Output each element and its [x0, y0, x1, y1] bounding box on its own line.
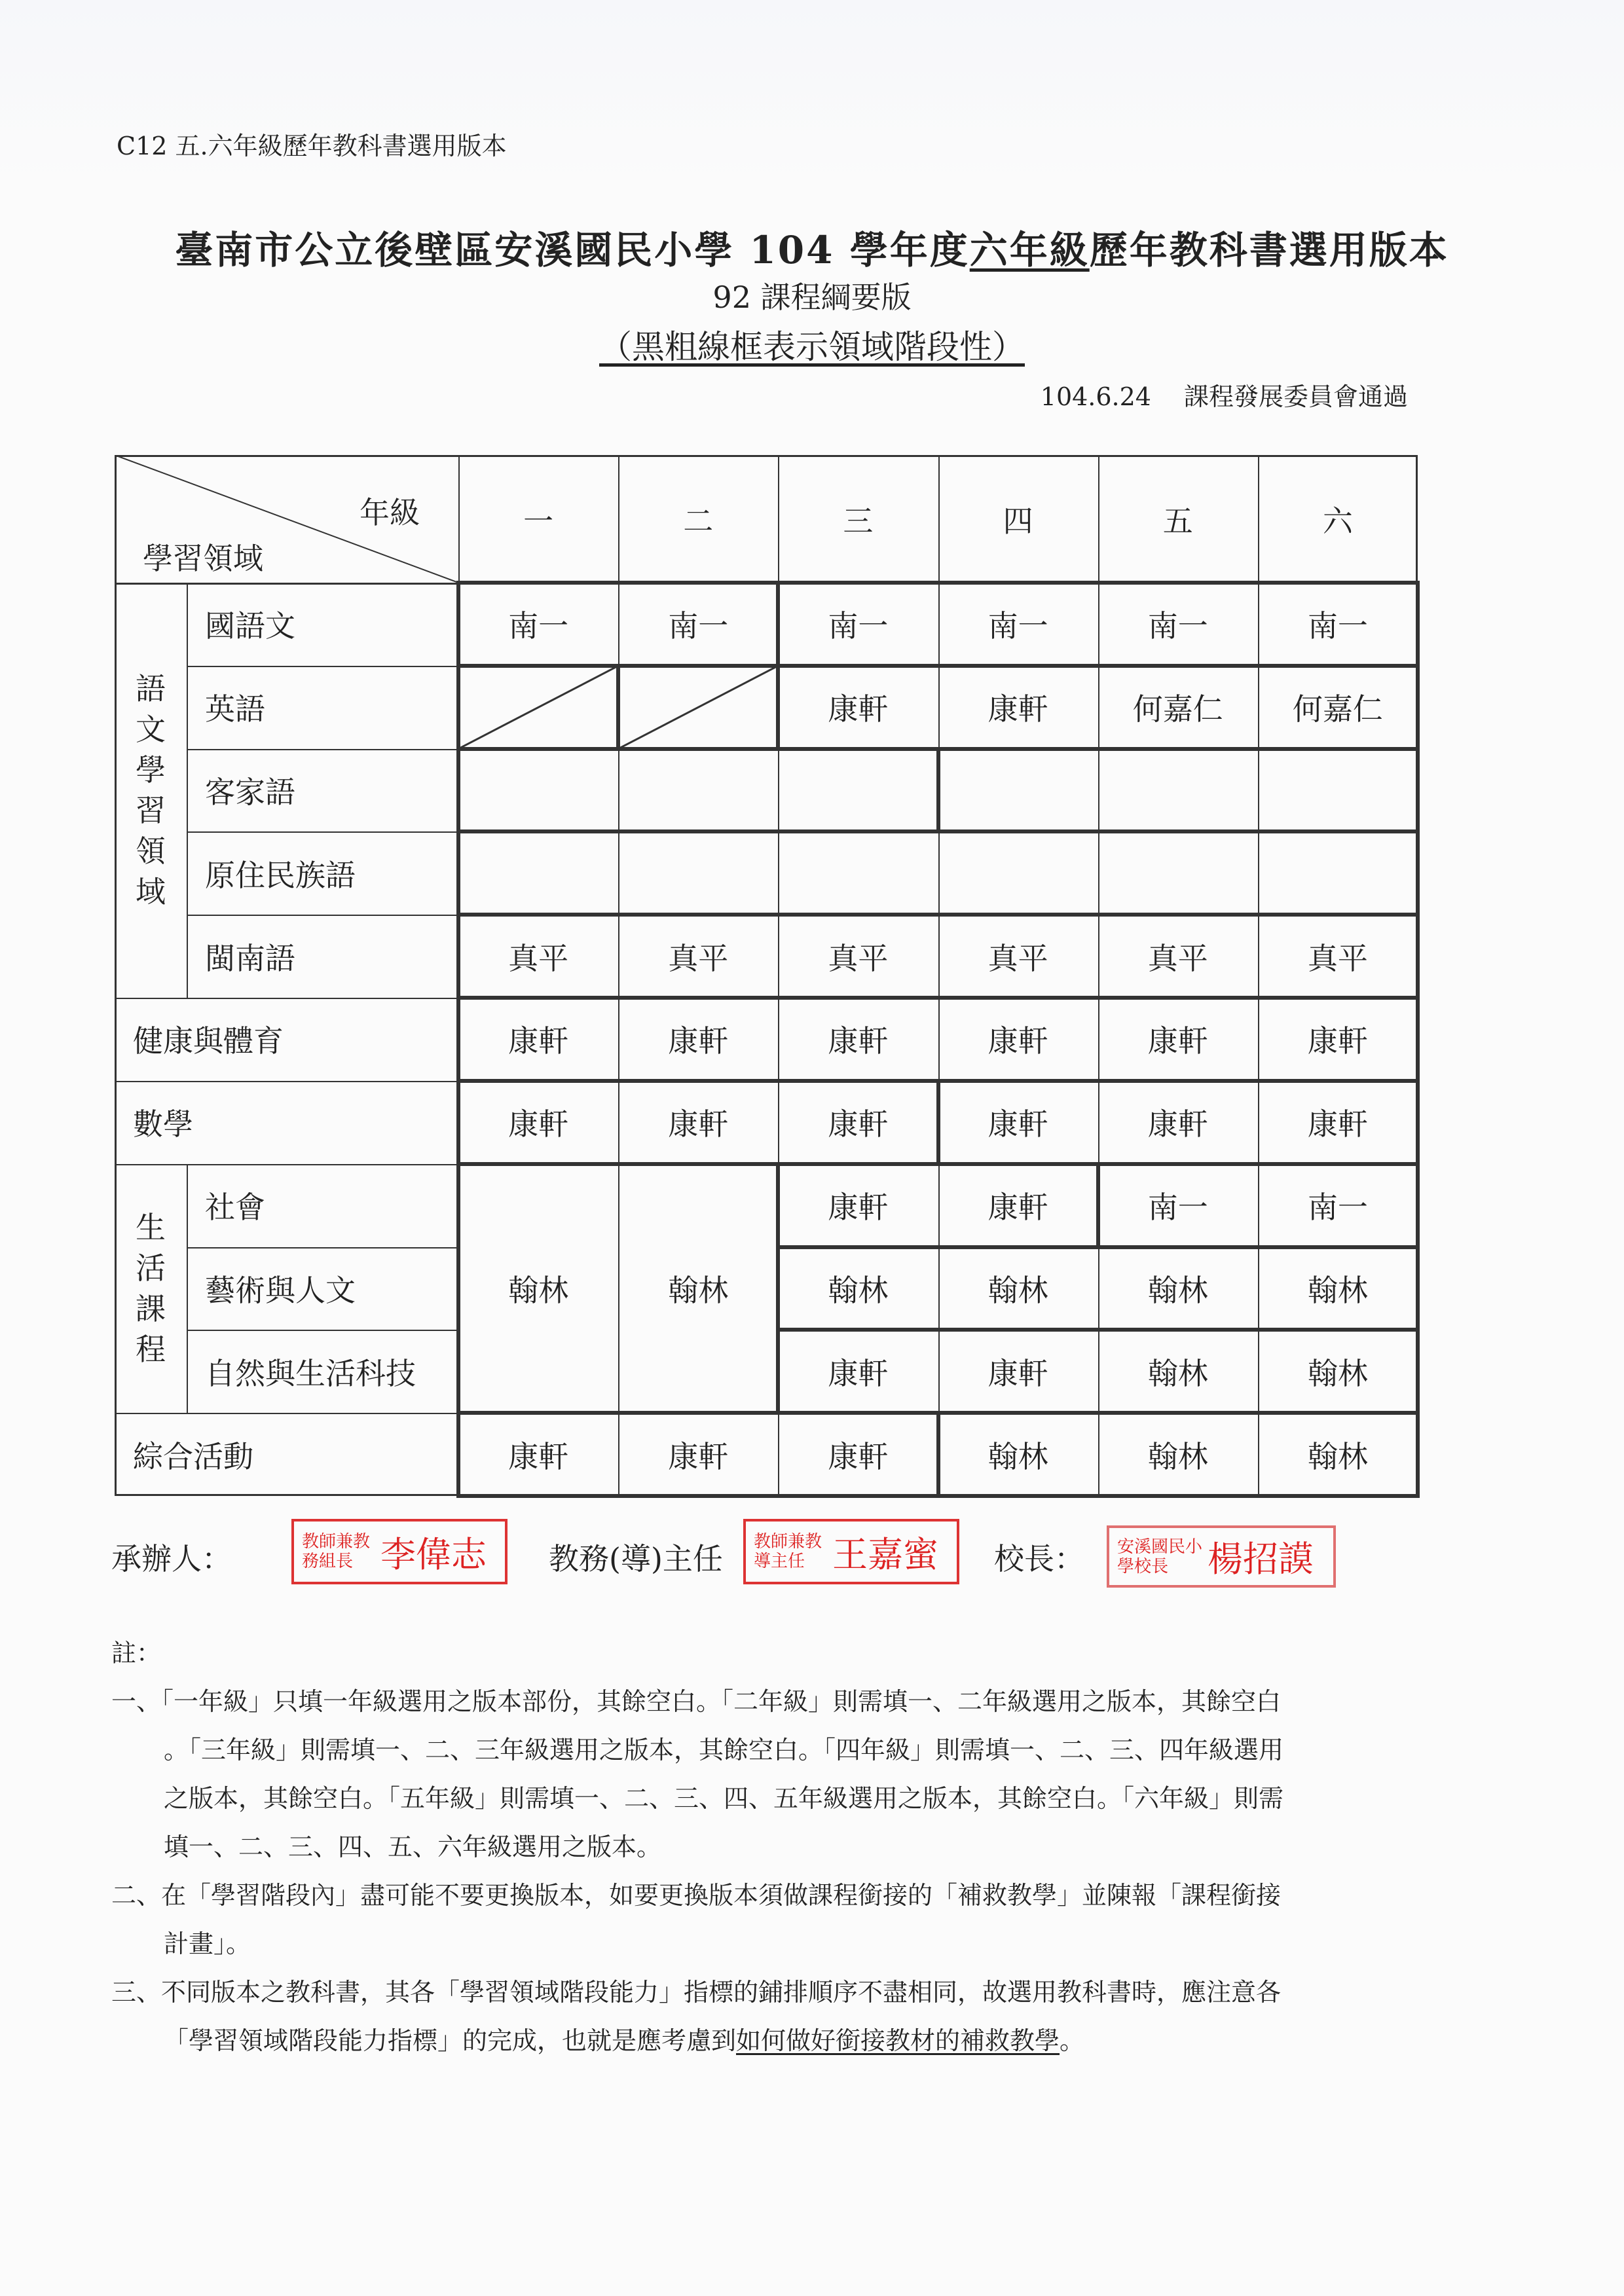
- group-char: 學: [136, 752, 166, 788]
- note-3-underlined: 如何做好銜接教材的補救教學: [736, 2026, 1060, 2055]
- header-grade-label: 年級: [360, 495, 420, 530]
- grade-header: 五: [1162, 503, 1193, 539]
- row-label: 健康與體育: [133, 1023, 284, 1059]
- textbook-cell: 康軒: [668, 1023, 729, 1059]
- grade-header: 六: [1322, 503, 1353, 539]
- textbook-cell: 康軒: [508, 1023, 569, 1059]
- textbook-cell: 真平: [508, 940, 569, 976]
- group-char: 課: [136, 1290, 166, 1326]
- textbook-cell: 真平: [1307, 940, 1368, 976]
- textbook-cell: 康軒: [508, 1438, 569, 1474]
- approval-date: 104.6.24: [1040, 382, 1151, 411]
- note-2-cont: 計畫」。: [164, 1929, 251, 1958]
- textbook-cell: 康軒: [987, 1023, 1048, 1059]
- textbook-cell: 康軒: [508, 1106, 569, 1142]
- textbook-cell: 真平: [1147, 940, 1208, 976]
- stage-frame: [776, 1245, 1420, 1332]
- handler-label: 承辦人：: [111, 1541, 232, 1576]
- row-label: 數學: [133, 1106, 193, 1142]
- stage-frame: [456, 1079, 940, 1166]
- title-prefix: 臺南市公立後壁區安溪國民小學 104 學年度: [175, 228, 970, 272]
- handler-stamp-title: 教師兼教務組長: [302, 1532, 371, 1571]
- row-label: 英語: [205, 691, 265, 727]
- textbook-cell: 南一: [1307, 1190, 1368, 1226]
- textbook-cell: 翰林: [1147, 1272, 1208, 1308]
- textbook-cell: 南一: [987, 608, 1048, 644]
- group-char: 習: [136, 793, 166, 829]
- note-3-end: 。: [1060, 2026, 1085, 2055]
- textbook-cell: 康軒: [828, 1438, 889, 1474]
- group-life-label: [115, 1164, 187, 1413]
- textbook-cell: 翰林: [987, 1438, 1048, 1474]
- notes-heading: 註：: [111, 1639, 162, 1667]
- textbook-cell: 真平: [828, 940, 889, 976]
- row-label: 原住民族語: [205, 857, 356, 893]
- stage-frame: [936, 1411, 1420, 1498]
- textbook-cell: 康軒: [828, 691, 889, 727]
- principal-label: 校長：: [994, 1541, 1084, 1576]
- textbook-cell: 南一: [1147, 608, 1208, 644]
- grade-header: 一: [523, 503, 554, 539]
- textbook-cell: 康軒: [987, 1190, 1048, 1226]
- bold-frame-note-text: （黑粗線框表示領域階段性）: [599, 328, 1025, 366]
- row-label: 閩南語: [205, 940, 295, 976]
- textbook-cell: 康軒: [668, 1106, 729, 1142]
- textbook-cell: 翰林: [1307, 1355, 1368, 1391]
- textbook-cell: 翰林: [1307, 1438, 1368, 1474]
- group-char: 文: [136, 712, 166, 748]
- stage-frame: [776, 581, 1420, 668]
- textbook-cell: 何嘉仁: [1132, 691, 1223, 727]
- textbook-cell: 康軒: [828, 1190, 889, 1226]
- notes-section: [111, 1629, 1526, 2065]
- group-language-label: [115, 583, 187, 998]
- stage-frame: [776, 1328, 1420, 1415]
- textbook-cell: 翰林: [1307, 1272, 1368, 1308]
- stage-frame: [456, 581, 780, 668]
- textbook-cell: 康軒: [1147, 1106, 1208, 1142]
- director-stamp-title: 教師兼教導主任: [754, 1532, 822, 1571]
- grade-header: 三: [843, 503, 874, 539]
- handler-stamp: [291, 1519, 507, 1584]
- document-id: C12 五.六年級歷年教科書選用版本: [117, 132, 507, 160]
- stage-frame: [456, 747, 940, 834]
- textbook-cell: 康軒: [828, 1023, 889, 1059]
- stage-frame: [456, 829, 1420, 917]
- note-1-cont-a: 。「三年級」則需填一、二、三年級選用之版本，其餘空白。「四年級」則需填一、二、三、四年級選用: [164, 1736, 1284, 1764]
- principal-stamp-title: 安溪國民小學校長: [1117, 1537, 1203, 1576]
- row-label: 客家語: [205, 774, 295, 811]
- stage-frame: [456, 1411, 940, 1498]
- stage-frame: [936, 1079, 1420, 1166]
- group-char: 活: [136, 1250, 166, 1286]
- director-label: 教務(導)主任: [549, 1541, 723, 1576]
- note-1: 一、「一年級」只填一年級選用之版本部份，其餘空白。「二年級」則需填一、二年級選用之版本，其餘空白: [111, 1687, 1282, 1716]
- textbook-cell: 南一: [508, 608, 569, 644]
- textbook-cell: 康軒: [828, 1355, 889, 1391]
- row-label: 藝術與人文: [205, 1272, 356, 1308]
- header-domain-label: 學習領域: [143, 541, 263, 576]
- group-char: 域: [136, 874, 166, 910]
- note-1-cont-b: 之版本，其餘空白。「五年級」則需填一、二、三、四、五年級選用之版本，其餘空白。「六年級」則需: [164, 1784, 1284, 1813]
- group-char: 領: [136, 833, 166, 869]
- curriculum-version: 92 課程綱要版: [712, 280, 912, 315]
- note-2: 二、在「學習階段內」盡可能不要更換版本，如要更換版本須做課程銜接的「補救教學」並陳報「課程銜接: [111, 1881, 1282, 1910]
- stage-frame: [456, 664, 620, 751]
- principal-stamp: [1107, 1525, 1336, 1588]
- approval-line: [1041, 376, 1408, 412]
- stage-frame: [456, 1162, 780, 1415]
- textbook-cell: 何嘉仁: [1292, 691, 1383, 727]
- textbook-cell: 康軒: [987, 691, 1048, 727]
- title-suffix: 歷年教科書選用版本: [1089, 228, 1449, 272]
- textbook-cell: 翰林: [1147, 1438, 1208, 1474]
- stage-frame: [776, 664, 1420, 751]
- textbook-table: [115, 455, 1418, 1496]
- note-1-cont-c: 填一、二、三、四、五、六年級選用之版本。: [164, 1832, 662, 1861]
- textbook-cell: 翰林: [987, 1272, 1048, 1308]
- textbook-cell: 翰林: [1147, 1355, 1208, 1391]
- textbook-cell: 康軒: [828, 1106, 889, 1142]
- bold-frame-note: [0, 321, 1624, 368]
- textbook-cell: 康軒: [987, 1355, 1048, 1391]
- stage-frame: [456, 996, 1420, 1083]
- textbook-cell: 真平: [987, 940, 1048, 976]
- note-3: 三、不同版本之教科書，其各「學習領域階段能力」指標的鋪排順序不盡相同，故選用教科書時，應注意各: [111, 1978, 1282, 2007]
- grade-header: 四: [1003, 503, 1033, 539]
- stage-frame: [456, 913, 1420, 1000]
- group-char: 語: [136, 671, 166, 707]
- document-title: [0, 219, 1624, 274]
- director-name: 王嘉蜜: [832, 1533, 938, 1575]
- stage-frame: [936, 747, 1420, 834]
- textbook-cell: 翰林: [828, 1272, 889, 1308]
- textbook-cell: 真平: [668, 940, 729, 976]
- title-grade: 六年級: [969, 228, 1090, 272]
- textbook-cell: 南一: [668, 608, 729, 644]
- textbook-cell: 康軒: [987, 1106, 1048, 1142]
- textbook-cell: 南一: [1307, 608, 1368, 644]
- note-3-cont: [111, 2016, 1526, 2065]
- stage-frame: [1096, 1162, 1420, 1249]
- row-label: 自然與生活科技: [205, 1355, 416, 1391]
- textbook-cell: 康軒: [1147, 1023, 1208, 1059]
- group-char: 生: [136, 1209, 166, 1245]
- textbook-cell: 康軒: [1307, 1106, 1368, 1142]
- textbook-cell: 南一: [1147, 1190, 1208, 1226]
- textbook-cell: 南一: [828, 608, 889, 644]
- textbook-cell-merged: 翰林: [668, 1272, 729, 1308]
- group-char: 程: [136, 1331, 166, 1367]
- stage-frame: [776, 1162, 1099, 1249]
- principal-name: 楊招謨: [1208, 1539, 1314, 1580]
- stage-frame: [616, 664, 780, 751]
- note-3-cont-text: 「學習領域階段能力指標」的完成，也就是應考慮到: [164, 2026, 737, 2055]
- row-label: 國語文: [205, 608, 295, 644]
- handler-name: 李偉志: [380, 1533, 487, 1575]
- grade-header: 二: [683, 503, 714, 539]
- textbook-cell-merged: 翰林: [508, 1272, 569, 1308]
- approval-text: 課程發展委員會通過: [1183, 382, 1408, 411]
- row-label: 綜合活動: [133, 1438, 253, 1474]
- row-label: 社會: [205, 1190, 265, 1226]
- textbook-cell: 康軒: [668, 1438, 729, 1474]
- textbook-cell: 康軒: [1307, 1023, 1368, 1059]
- director-stamp: [743, 1519, 959, 1584]
